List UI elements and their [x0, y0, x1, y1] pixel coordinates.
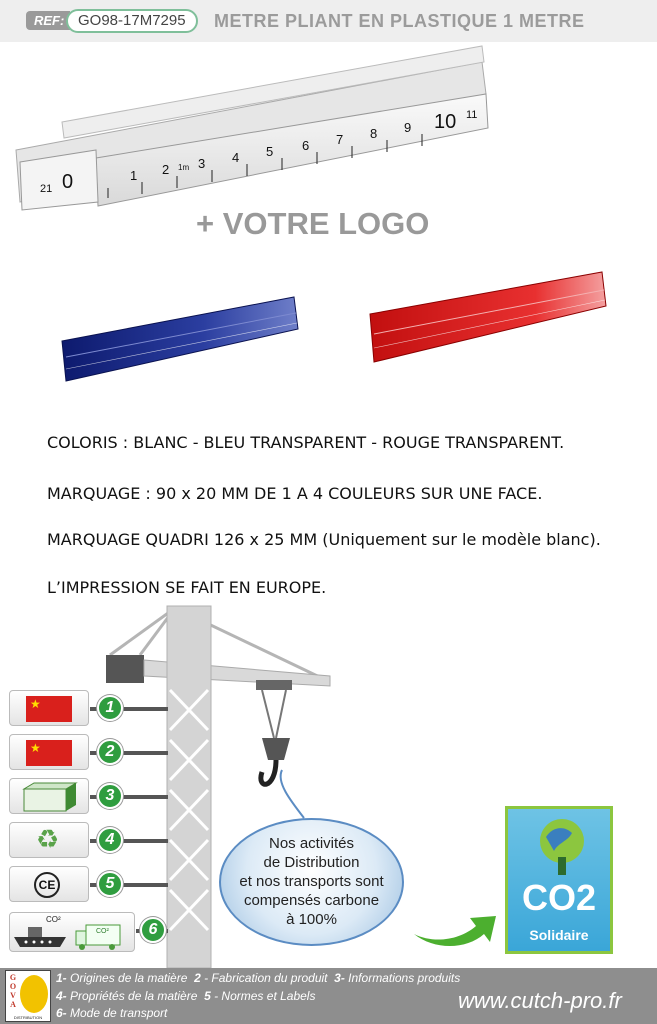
ruler-mark-3: 3: [198, 156, 206, 171]
ship-truck-icon: [10, 913, 136, 953]
website-link[interactable]: www.cutch-pro.fr: [458, 988, 622, 1013]
ruler-mark-2: 2: [162, 162, 170, 177]
gova-logo-sub: DISTRIBUTION: [13, 1015, 43, 1020]
info-coloris: COLORIS : BLANC - BLEU TRANSPARENT - ROUGE TRANSPARENT.: [47, 433, 565, 452]
recycle-icon: ♻: [36, 825, 60, 855]
ruler-badge: 1m: [178, 163, 190, 172]
gova-logo: [5, 970, 51, 1022]
truck-co2-label: CO²: [96, 928, 109, 935]
step-3-box: [9, 778, 89, 814]
green-arrow-icon: [410, 900, 500, 950]
ruler-mark-5: 5: [266, 144, 274, 159]
step-5-box: [9, 866, 89, 902]
carbon-bubble: [219, 818, 404, 946]
ruler-mark-0: 0: [62, 171, 74, 193]
ship-co2-label: CO²: [46, 915, 61, 924]
product-box-icon: [10, 779, 90, 815]
info-marquage-quadri: MARQUAGE QUADRI 126 x 25 MM (Uniquement sur le modèle blanc).: [47, 530, 601, 549]
white-ruler-image: [12, 42, 492, 212]
product-title: METRE PLIANT EN PLASTIQUE 1 METRE: [214, 11, 585, 31]
ruler-mark-4: 4: [232, 150, 240, 165]
bubble-line-3: et nos transports sont: [239, 873, 384, 890]
co2-solidaire-badge: [505, 806, 613, 954]
bubble-line-5: à 100%: [286, 911, 337, 928]
step-6-box: [9, 912, 135, 952]
bubble-line-1: Nos activités: [268, 835, 355, 852]
ruler-mark-1: 1: [130, 168, 138, 183]
step-5-number: 5: [97, 871, 123, 897]
china-flag-icon: ★: [26, 740, 72, 766]
china-flag-icon: ★: [26, 696, 72, 722]
globe-tree-icon: [534, 817, 590, 877]
info-impression: L’IMPRESSION SE FAIT EN EUROPE.: [47, 578, 327, 597]
ref-label: REF:: [26, 11, 70, 30]
red-ruler-image: [368, 270, 610, 366]
gova-logo-letters: GOVA: [9, 973, 17, 1009]
step-4-box: [9, 822, 89, 858]
footer-line-1: 1- Origines de la matière 2 - Fabrication du produit 3- Informations produits: [56, 971, 461, 985]
blue-ruler-image: [60, 295, 302, 385]
footer-line-3: 6- Mode de transport: [56, 1006, 168, 1020]
step-3-number: 3: [97, 783, 123, 809]
step-1-number: 1: [97, 695, 123, 721]
votre-logo-text: + VOTRE LOGO: [196, 206, 430, 241]
ruler-mark-9: 9: [404, 120, 412, 135]
footer-line-2: 4- Propriétés de la matière 5 - Normes et Labels: [56, 989, 316, 1003]
info-marquage: MARQUAGE : 90 x 20 MM DE 1 A 4 COULEURS SUR UNE FACE.: [47, 484, 543, 503]
ruler-mark-11: 11: [466, 109, 478, 121]
co2-badge-sub: Solidaire: [529, 927, 589, 943]
ruler-mark-10: 10: [434, 111, 457, 133]
ruler-mark-7: 7: [336, 132, 344, 147]
gova-logo-mark: [20, 975, 48, 1013]
step-2-box: [9, 734, 89, 770]
ref-code: GO98-17M7295: [66, 9, 198, 33]
ruler-mark-8: 8: [370, 126, 378, 141]
step-4-number: 4: [97, 827, 123, 853]
ce-mark-icon: CE: [34, 872, 60, 898]
step-6-number: 6: [140, 917, 166, 943]
ruler-mark-21: 21: [40, 183, 53, 195]
bubble-line-4: compensés carbone: [243, 892, 380, 909]
step-1-box: [9, 690, 89, 726]
ruler-mark-6: 6: [302, 138, 310, 153]
step-2-number: 2: [97, 739, 123, 765]
bubble-line-2: de Distribution: [263, 854, 360, 871]
co2-badge-text: CO2: [521, 877, 597, 918]
